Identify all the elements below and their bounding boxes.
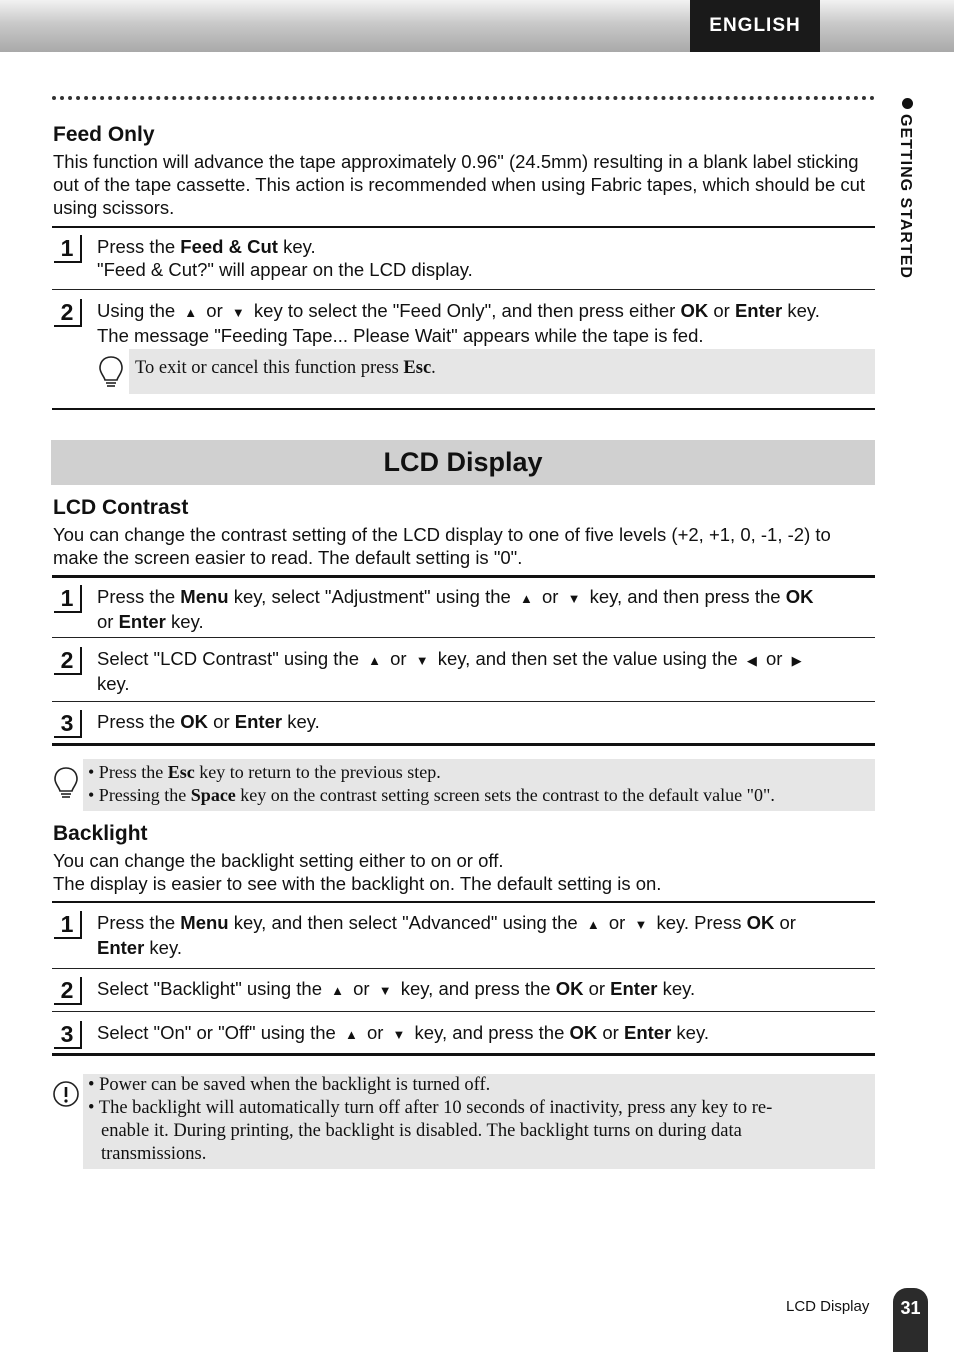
- down-arrow-icon: ▼: [231, 305, 245, 320]
- feed-only-intro: This function will advance the tape approximately 0.96" (24.5mm) resulting in a blank label sticking out of the tape cassette. This action is recommended when using Fabric tapes, which should be cut using scissors.: [53, 151, 866, 218]
- text: Select "On" or "Off" using the: [97, 1022, 341, 1043]
- key-name: OK: [785, 586, 814, 607]
- text: "Feed & Cut?" will appear on the LCD display.: [97, 259, 473, 280]
- tip-note: [83, 759, 875, 811]
- text: or: [208, 711, 235, 732]
- step-number: 2: [54, 647, 82, 675]
- rule: [52, 226, 875, 228]
- step-text: [97, 911, 877, 959]
- text: Select "LCD Contrast" using the: [97, 648, 365, 669]
- text: key.: [97, 673, 130, 694]
- text: or: [97, 611, 119, 632]
- key-name: Space: [190, 785, 236, 805]
- key-name: Enter: [118, 611, 166, 632]
- step-number: 3: [54, 1021, 82, 1049]
- down-arrow-icon: ▼: [634, 917, 648, 932]
- note-line: enable it. During printing, the backlight is disabled. The backlight turns on during data: [101, 1121, 742, 1141]
- rule: [52, 901, 875, 903]
- feed-only-heading: Feed Only: [53, 123, 155, 146]
- up-arrow-icon: ▲: [368, 653, 381, 668]
- rule: [52, 968, 875, 969]
- key-name: Enter: [734, 300, 783, 321]
- text: key, and then select "Advanced" using the: [228, 912, 583, 933]
- step-number: 1: [54, 235, 82, 263]
- text: key.: [165, 611, 204, 632]
- up-arrow-icon: ▲: [344, 1027, 358, 1042]
- tip-note: [129, 349, 875, 394]
- text: key.: [277, 236, 316, 257]
- text: key.: [657, 978, 696, 999]
- text: • Press the: [88, 762, 168, 782]
- caution-icon: [52, 1080, 80, 1108]
- backlight-heading: Backlight: [53, 822, 148, 845]
- right-arrow-icon: ▶: [791, 653, 802, 668]
- key-name: Menu: [180, 586, 229, 607]
- text: Press the: [97, 236, 181, 257]
- text: Press the: [97, 586, 181, 607]
- caution-note: [83, 1074, 875, 1169]
- text: or: [708, 300, 735, 321]
- text: or: [348, 978, 375, 999]
- step-text: [97, 585, 877, 633]
- key-name: OK: [680, 300, 709, 321]
- text: or: [536, 586, 564, 607]
- left-arrow-icon: ◀: [746, 653, 757, 668]
- text: Using the: [97, 300, 181, 321]
- key-name: Enter: [623, 1022, 672, 1043]
- backlight-intro: [53, 849, 875, 895]
- text: key. Press: [651, 912, 747, 933]
- text: key to select the "Feed Only", and then press either: [248, 300, 681, 321]
- rule: [52, 743, 875, 746]
- up-arrow-icon: ▲: [586, 917, 600, 932]
- footer-section-label: LCD Display: [786, 1298, 870, 1315]
- text: key, and then set the value using the: [432, 648, 743, 669]
- down-arrow-icon: ▼: [392, 1027, 406, 1042]
- key-name: Esc: [167, 762, 195, 782]
- text: key, and press the: [409, 1022, 570, 1043]
- key-name: Menu: [180, 912, 229, 933]
- rule: [52, 1053, 875, 1056]
- note-line: [88, 784, 875, 807]
- text: or: [201, 300, 228, 321]
- text: The message "Feeding Tape... Please Wait" appears while the tape is fed.: [97, 325, 704, 346]
- down-arrow-icon: ▼: [567, 591, 581, 606]
- text: To exit or cancel this function press: [135, 358, 404, 378]
- text: The display is easier to see with the backlight on. The default setting is on.: [53, 873, 662, 894]
- side-tab: [896, 92, 922, 332]
- section-title: LCD Display: [51, 440, 875, 485]
- text: key on the contrast setting screen sets the contrast to the default value "0".: [235, 785, 775, 805]
- lightbulb-icon: [97, 354, 125, 394]
- key-name: OK: [569, 1022, 598, 1043]
- up-arrow-icon: ▲: [519, 591, 533, 606]
- text: key.: [782, 300, 820, 321]
- step-number: 1: [54, 911, 82, 939]
- key-name: Feed & Cut: [180, 236, 278, 257]
- text: key, and press the: [395, 978, 556, 999]
- key-name: Enter: [97, 937, 145, 958]
- text: You can change the backlight setting either to on or off.: [53, 850, 504, 871]
- text: key, and then press the: [584, 586, 786, 607]
- text: key, select "Adjustment" using the: [228, 586, 516, 607]
- text: or: [385, 648, 412, 669]
- rule: [52, 637, 875, 638]
- up-arrow-icon: ▲: [331, 983, 344, 998]
- step-number: 2: [54, 977, 82, 1005]
- note-line: • The backlight will automatically turn off after 10 seconds of inactivity, press any key to re-: [88, 1098, 773, 1118]
- text: • Pressing the: [88, 785, 191, 805]
- text: or: [774, 912, 796, 933]
- key-name: OK: [180, 711, 209, 732]
- step-text: [97, 235, 877, 281]
- side-tab-label: GETTING STARTED: [897, 114, 914, 279]
- text: Press the: [97, 711, 181, 732]
- dotted-divider: [52, 96, 875, 100]
- step-text: [97, 977, 877, 1002]
- key-name: Esc: [403, 358, 432, 378]
- text: or: [361, 1022, 389, 1043]
- note-line: • Power can be saved when the backlight is turned off.: [88, 1075, 491, 1095]
- step-text: [97, 647, 877, 695]
- up-arrow-icon: ▲: [184, 305, 198, 320]
- bullet-icon: [902, 98, 913, 109]
- lightbulb-icon: [52, 765, 80, 805]
- step-text: [97, 299, 877, 347]
- text: key.: [144, 937, 182, 958]
- note-line: [88, 761, 875, 784]
- note-line: transmissions.: [101, 1144, 207, 1164]
- text: key.: [671, 1022, 709, 1043]
- text: Select "Backlight" using the: [97, 978, 328, 999]
- text: or: [603, 912, 631, 933]
- text: key to return to the previous step.: [194, 762, 441, 782]
- lcd-contrast-heading: LCD Contrast: [53, 496, 189, 519]
- rule: [52, 575, 875, 578]
- step-text: [97, 1021, 877, 1046]
- step-text: [97, 710, 877, 733]
- lcd-contrast-intro: You can change the contrast setting of the LCD display to one of five levels (+2, +1, 0, -1, -2) to make the screen easier to read. The default setting is "0".: [53, 524, 831, 568]
- key-name: OK: [555, 978, 584, 999]
- key-name: Enter: [234, 711, 283, 732]
- text: or: [760, 648, 788, 669]
- page-number: 31: [893, 1288, 928, 1352]
- step-number: 1: [54, 585, 82, 613]
- rule: [52, 289, 875, 290]
- text: key.: [282, 711, 320, 732]
- key-name: Enter: [610, 978, 658, 999]
- down-arrow-icon: ▼: [378, 983, 392, 998]
- down-arrow-icon: ▼: [415, 653, 429, 668]
- step-number: 3: [54, 710, 82, 738]
- text: or: [597, 1022, 624, 1043]
- rule: [52, 701, 875, 702]
- rule: [52, 1011, 875, 1012]
- text: .: [431, 358, 436, 378]
- text: Press the: [97, 912, 181, 933]
- language-tab: ENGLISH: [690, 0, 820, 52]
- key-name: OK: [746, 912, 775, 933]
- text: or: [583, 978, 611, 999]
- step-number: 2: [54, 299, 82, 327]
- rule: [52, 408, 875, 410]
